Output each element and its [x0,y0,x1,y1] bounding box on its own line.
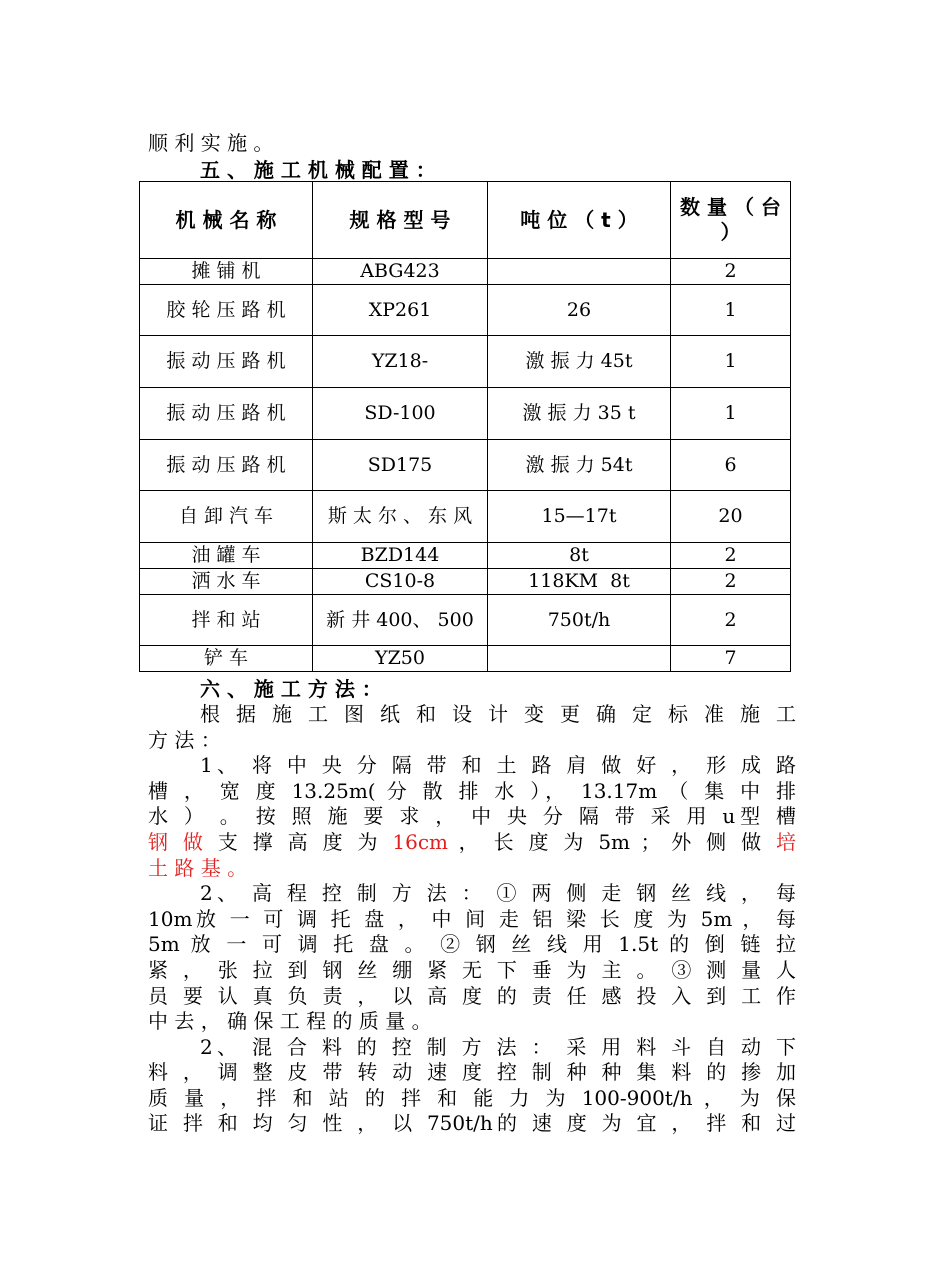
cell-machine-name: 胶 轮 压 路 机 [140,285,313,336]
cell-tonnage [488,646,671,672]
cell-spec-model: XP261 [313,285,488,336]
cell-spec-model: BZD144 [313,543,488,569]
table-row [140,388,791,440]
cell-spec-model: SD-100 [313,388,488,440]
header-machine-name: 机 械 名 称 [140,182,313,259]
cell-spec-model: CS10-8 [313,569,488,595]
paragraph-line: 紧 ， 张 拉 到 钢 丝 绷 紧 无 下 垂 为 主 。 ③ 测 量 人 [148,958,796,982]
cell-machine-name: 振 动 压 路 机 [140,336,313,388]
cell-tonnage: 118KM 8t [488,569,671,595]
table-row [140,259,791,285]
cell-spec-model: 斯 太 尔 、 东 风 [313,491,488,543]
cell-tonnage: 8t [488,543,671,569]
paragraph-line: 槽 ， 宽 度 13.25m( 分 散 排 水 ）， 13.17m （ 集 中 排 [148,779,796,803]
paragraph-line: 1、 将 中 央 分 隔 带 和 土 路 肩 做 好 ， 形 成 路 [200,753,796,777]
table-row [140,569,791,595]
cell-tonnage: 激 振 力 35 t [488,388,671,440]
cell-spec-model: SD175 [313,440,488,491]
paragraph-line: 员 要 认 真 负 责 ， 以 高 度 的 责 任 感 投 入 到 工 作 [148,984,796,1008]
paragraph-line: 水 ） 。 按 照 施 要 求 ， 中 央 分 隔 带 采 用 u型 槽 [148,804,796,828]
cell-quantity: 7 [671,646,791,672]
paragraph-line: 证 拌 和 均 匀 性 ， 以 750t/h的 速 度 为 宜 ， 拌 和 过 [148,1111,796,1135]
paragraph-line: 方 法 ： [148,728,221,752]
cell-quantity: 1 [671,336,791,388]
cell-tonnage: 750t/h [488,595,671,646]
paragraph-line: 2、 混 合 料 的 控 制 方 法 ： 采 用 料 斗 自 动 下 [200,1035,796,1059]
table-row [140,595,791,646]
cell-quantity: 2 [671,595,791,646]
cell-spec-model: 新 井 400、 500 [313,595,488,646]
table-row [140,285,791,336]
table-row [140,440,791,491]
paragraph-line: 10m放 一 可 调 托 盘 ， 中 间 走 铝 梁 长 度 为 5m ， 每 [148,907,796,931]
cell-quantity: 1 [671,285,791,336]
header-quantity: 数 量 （ 台 ） [671,182,791,259]
cell-tonnage: 26 [488,285,671,336]
highlight-text: 16cm [392,830,449,854]
cell-machine-name: 洒 水 车 [140,569,313,595]
cell-quantity: 2 [671,543,791,569]
paragraph-line: 料 ， 调 整 皮 带 转 动 速 度 控 制 种 种 集 料 的 掺 加 [148,1060,796,1084]
paragraph-line-highlighted: 土 路 基 。 [148,856,248,880]
cell-quantity: 20 [671,491,791,543]
cell-machine-name: 摊 铺 机 [140,259,313,285]
cell-quantity: 2 [671,569,791,595]
cell-machine-name: 油 罐 车 [140,543,313,569]
cell-spec-model: ABG423 [313,259,488,285]
table-row [140,491,791,543]
paragraph-line-highlighted [148,829,796,855]
header-spec-model: 规 格 型 号 [313,182,488,259]
table-header-row [140,182,791,259]
paragraph-line: 中 去 ， 确 保 工 程 的 质 量 。 [148,1009,432,1033]
highlight-text: 钢 做 [148,830,208,854]
cell-quantity: 2 [671,259,791,285]
cell-machine-name: 铲 车 [140,646,313,672]
paragraph-line: 2、 高 程 控 制 方 法 ： ① 两 侧 走 钢 丝 线 ， 每 [200,881,796,905]
section-5-heading: 五 、 施 工 机 械 配 置 ： [200,158,436,182]
cell-machine-name: 自 卸 汽 车 [140,491,313,543]
paragraph-text: ， 长 度 为 5m ； 外 侧 做 [448,830,777,854]
table-row [140,646,791,672]
cell-quantity: 6 [671,440,791,491]
table-row [140,543,791,569]
paragraph-line: 质 量 ， 拌 和 站 的 拌 和 能 力 为 100-900t/h ， 为 保 [148,1086,796,1110]
cell-tonnage [488,259,671,285]
cell-tonnage: 激 振 力 45t [488,336,671,388]
cell-spec-model: YZ18- [313,336,488,388]
intro-tail-text: 顺 利 实 施 。 [148,131,274,155]
highlight-text: 培 [776,830,797,854]
cell-quantity: 1 [671,388,791,440]
header-tonnage: 吨 位 （ t ） [488,182,671,259]
cell-tonnage: 15—17t [488,491,671,543]
cell-tonnage: 激 振 力 54t [488,440,671,491]
machinery-table [139,181,791,672]
table-row [140,336,791,388]
cell-spec-model: YZ50 [313,646,488,672]
cell-machine-name: 振 动 压 路 机 [140,388,313,440]
cell-machine-name: 振 动 压 路 机 [140,440,313,491]
paragraph-line: 根 据 施 工 图 纸 和 设 计 变 更 确 定 标 准 施 工 [200,702,796,726]
paragraph-text: 支 撑 高 度 为 [207,830,393,854]
cell-machine-name: 拌 和 站 [140,595,313,646]
paragraph-line: 5m 放 一 可 调 托 盘 。 ② 钢 丝 线 用 1.5t 的 倒 链 拉 [148,932,796,956]
section-6-heading: 六 、 施 工 方 法 ： [200,677,382,701]
